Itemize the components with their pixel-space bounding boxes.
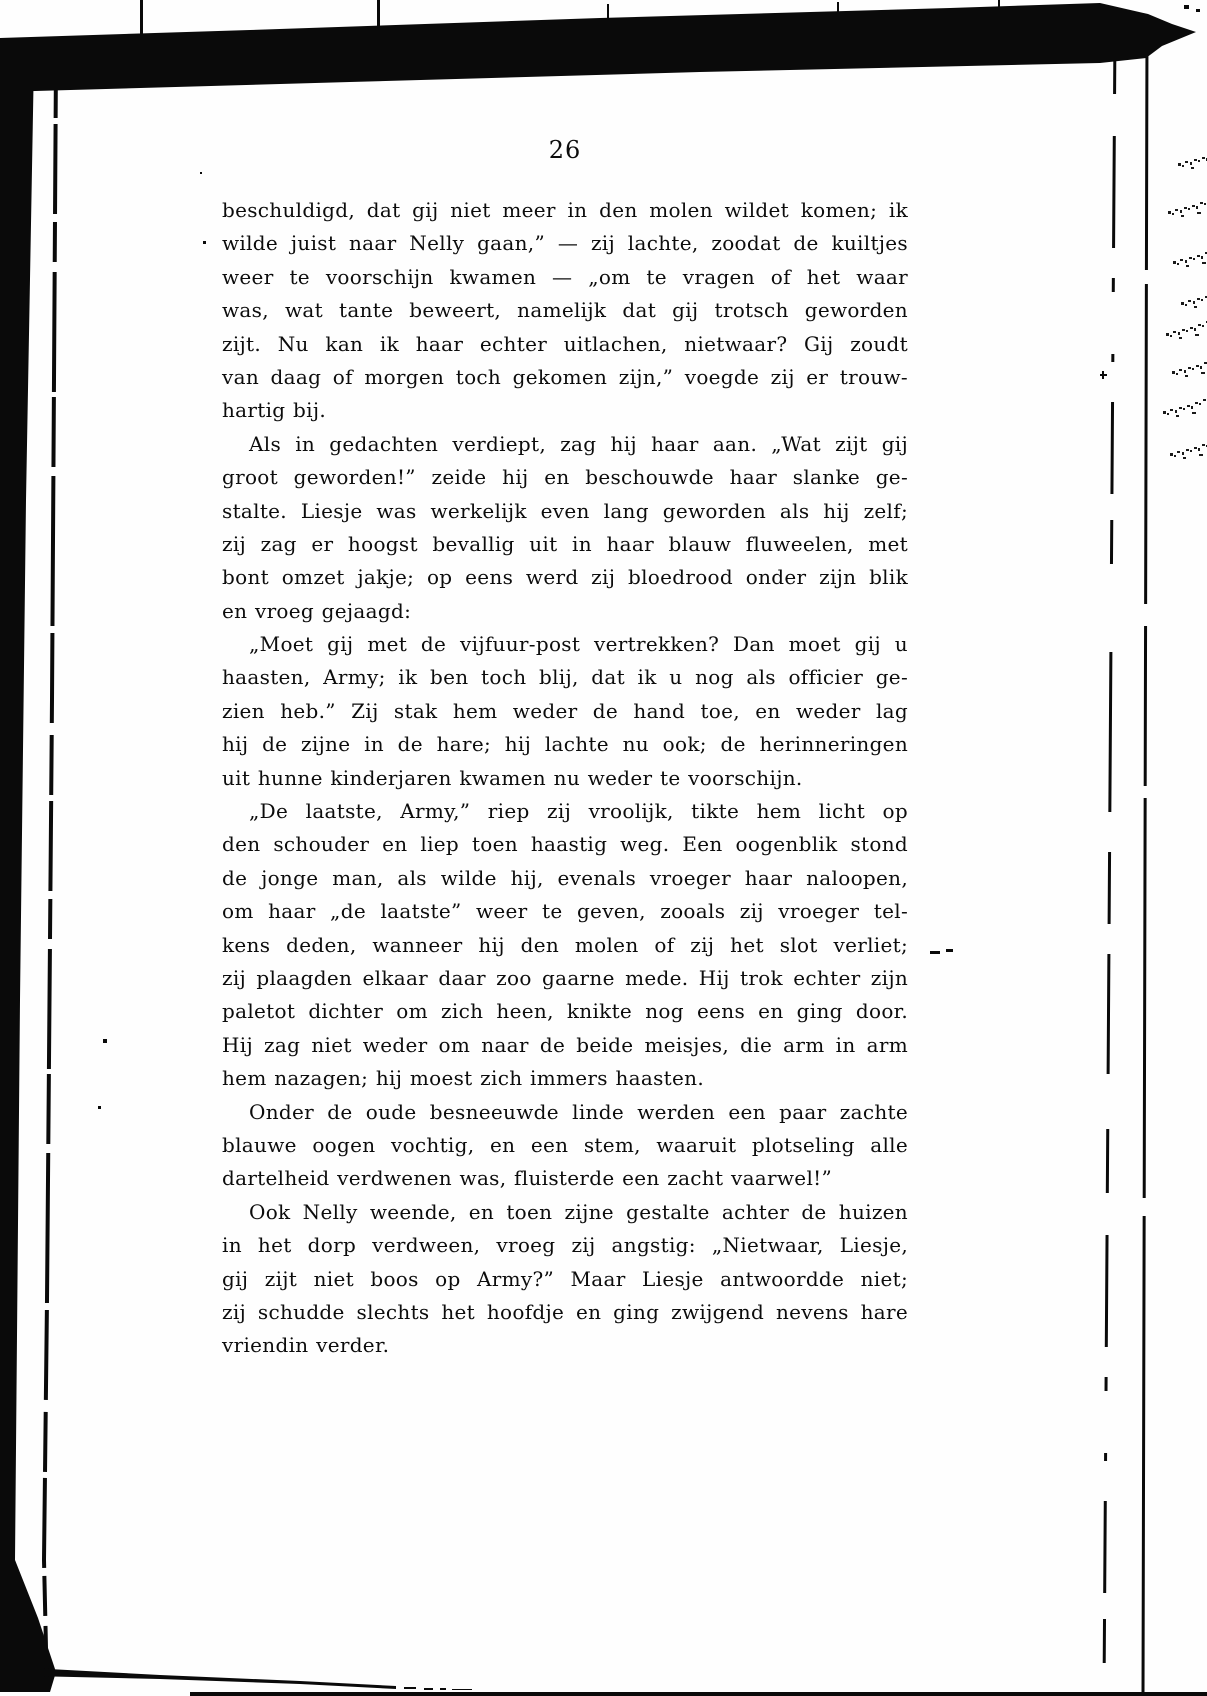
text-line: stalte. Liesje was werkelijk even lang geworden als hij zelf;	[222, 498, 908, 523]
scan-speck	[200, 172, 202, 174]
text-line: weer te voorschijn kwamen — „om te vragen of het waar	[222, 264, 908, 289]
text-line: den schouder en liep toen haastig weg. Een oogenblik stond	[222, 832, 908, 857]
text-line: om haar „de laatste” weer te geven, zooals zij vroeger tel-	[222, 899, 908, 924]
page-number: 26	[548, 136, 582, 164]
scan-speck	[98, 1106, 101, 1109]
text-line: Hij zag niet weder om naar de beide meisjes, die arm in arm	[222, 1032, 908, 1057]
text-line: hartig bij.	[222, 398, 327, 423]
margin-line-dashed	[1104, 30, 1115, 1696]
scan-edge-bottom-strip	[190, 1692, 1207, 1696]
text-line: zij plaagden elkaar daar zoo gaarne mede. Hij trok echter zijn	[222, 965, 908, 990]
text-line: was, wat tante beweert, namelijk dat gij trotsch geworden	[222, 298, 908, 323]
page-text-block	[222, 194, 908, 1363]
text-line: zijt. Nu kan ik haar echter uitlachen, nietwaar? Gij zoudt	[222, 331, 908, 356]
text-line: zij zag er hoogst bevallig uit in haar blauw fluweelen, met	[222, 531, 908, 556]
text-line: uit hunne kinderjaren kwamen nu weder te voorschijn.	[222, 765, 803, 790]
pencil-smudges	[1163, 149, 1207, 459]
scan-tick-icon	[140, 0, 143, 44]
scan-speck	[1184, 5, 1189, 9]
text-line: Onder de oude besneeuwde linde werden een paar zachte	[249, 1099, 908, 1124]
text-line: gij zijt niet boos op Army?” Maar Liesje antwoordde niet;	[222, 1266, 908, 1291]
text-line: vriendin verder.	[222, 1333, 390, 1358]
text-line: wilde juist naar Nelly gaan,” — zij lachte, zoodat de kuiltjes	[222, 231, 908, 256]
scan-speck	[203, 241, 206, 244]
text-line: haasten, Army; ik ben toch blij, dat ik u nog als officier ge-	[222, 665, 908, 690]
text-line: van daag of morgen toch gekomen zijn,” voegde zij er trouw-	[222, 364, 908, 389]
scan-tick-icon	[607, 4, 609, 32]
scan-speck	[1196, 9, 1200, 12]
scan-speck	[103, 1039, 107, 1043]
margin-line-solid	[1143, 30, 1147, 1696]
scan-speck	[440, 1688, 446, 1690]
scan-speck	[424, 1688, 433, 1690]
text-line: „De laatste, Army,” riep zij vroolijk, tikte hem licht op	[249, 799, 908, 824]
text-line: hem nazagen; hij moest zich immers haasten.	[222, 1066, 704, 1091]
scan-speck	[452, 1689, 472, 1690]
text-line: en vroeg gejaagd:	[222, 598, 412, 623]
text-line: in het dorp verdween, vroeg zij angstig: „Nietwaar, Liesje,	[222, 1233, 908, 1258]
scan-speck	[946, 949, 953, 952]
scan-speck	[1102, 371, 1104, 379]
scan-tick-icon	[998, 0, 1000, 16]
text-line: zien heb.” Zij stak hem weder de hand toe, en weder lag	[222, 698, 908, 723]
scan-edge-bottom-line	[30, 1668, 396, 1689]
text-line: zij schudde slechts het hoofdje en ging zwijgend nevens hare	[222, 1299, 908, 1324]
text-line: groot geworden!” zeide hij en beschouwde haar slanke ge-	[222, 465, 908, 490]
text-line: Ook Nelly weende, en toen zijne gestalte achter de huizen	[249, 1199, 908, 1224]
text-line: beschuldigd, dat gij niet meer in den molen wildet komen; ik	[222, 198, 908, 222]
scan-speck	[1100, 374, 1107, 376]
text-line: hij de zijne in de hare; hij lachte nu ook; de herinneringen	[222, 732, 908, 757]
text-line: dartelheid verdwenen was, fluisterde een zacht vaarwel!”	[222, 1166, 832, 1191]
text-line: bont omzet jakje; op eens werd zij bloedrood onder zijn blik	[222, 565, 908, 590]
scan-edge-left-bar	[0, 56, 56, 1692]
text-line: kens deden, wanneer hij den molen of zij het slot verliet;	[222, 932, 908, 957]
text-line: „Moet gij met de vijfuur-post vertrekken? Dan moet gij u	[249, 632, 908, 657]
scan-tick-icon	[377, 0, 380, 40]
scan-speck	[404, 1687, 416, 1689]
scan-tick-icon	[837, 2, 839, 30]
scan-edge-top	[0, 3, 1196, 92]
text-line: paletot dichter om zich heen, knikte nog eens en ging door.	[222, 999, 908, 1024]
text-line: de jonge man, als wilde hij, evenals vroeger haar naloopen,	[222, 865, 908, 890]
scan-speck	[930, 951, 940, 954]
text-line: Als in gedachten verdiept, zag hij haar aan. „Wat zijt gij	[249, 431, 908, 456]
scan-edge-left-line	[44, 58, 56, 1692]
text-line: blauwe oogen vochtig, en een stem, waaruit plotseling alle	[222, 1132, 908, 1157]
